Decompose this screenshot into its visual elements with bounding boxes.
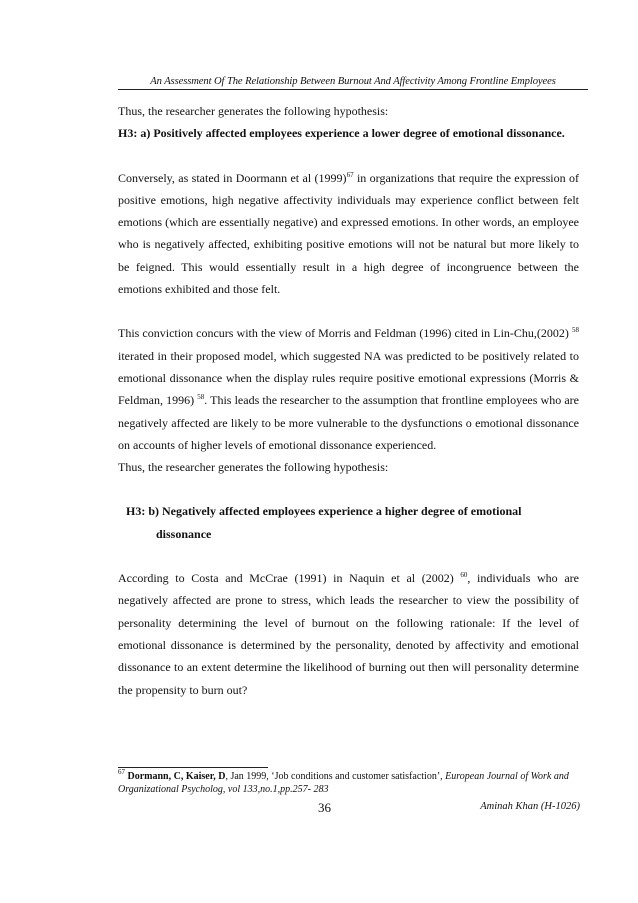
hypothesis-h3b-continued: dissonance: [156, 526, 212, 541]
hypothesis-intro-2: Thus, the researcher generates the following hypothesis:: [118, 460, 389, 475]
paragraph-text: in organizations that require the expression of positive emotions, high negative affectivity individuals may experience conflict between felt emotions (which are essentially negative) and expressed emotions. In other words, an employee who is negatively affected, exhibiting positive emotions will not be natural but more likely to be feigned. This would essentially result in a high degree of incongruence between the emotions exhibited and those felt.: [118, 170, 579, 297]
paragraph-text: This conviction concurs with the view of Morris and Feldman (1996) cited in Lin-Chu,(2002): [118, 326, 572, 341]
paragraph-text: Conversely, as stated in Doormann et al (1999): [118, 170, 347, 185]
paragraph-text: . This leads the researcher to the assumption that frontline employees who are negatively affected are likely to be more vulnerable to the dysfunctions o emotional dissonance on accounts of higher levels of emotional dissonance experienced.: [118, 393, 579, 452]
citation-ref: 58: [572, 326, 579, 335]
footnote-authors: Dormann, C, Kaiser, D: [127, 771, 226, 782]
footnote-divider: [118, 767, 268, 768]
citation-ref: 60: [460, 571, 468, 580]
paragraph-morris-feldman: [118, 322, 579, 456]
paragraph-costa-mccrae: [118, 567, 579, 701]
footer-author: Aminah Khan (H-1026): [480, 801, 580, 812]
paragraph-gap: [118, 300, 579, 322]
paragraph-gap: [118, 145, 579, 167]
citation-ref: 67: [346, 170, 354, 179]
paragraph-text: According to Costa and McCrae (1991) in Naquin et al (2002): [118, 571, 461, 586]
footnote-number: 67: [118, 768, 125, 776]
paragraph-text: , individuals who are negatively affected are prone to stress, which leads the researcher to view the possibility of personality determining the level of burnout on the following rationale: If the level of emotional dissonance is determined by the personality, denoted by affectivity and emotional dissonance to an extent determine the likelihood of burning out then will personality determine the propensity to burn out?: [118, 571, 579, 697]
paragraph-doormann: [118, 167, 579, 301]
footnote-journal: European Journal of Work and Organizational Psycholog, vol 133,no.1,pp.257- 283: [118, 771, 569, 795]
footnote: [118, 768, 588, 796]
paragraph-gap: [118, 545, 579, 567]
main-text: [118, 100, 579, 701]
footnote-details: , Jan 1999, ‘Job conditions and customer satisfaction’,: [225, 771, 446, 782]
paragraph-gap: [118, 478, 579, 500]
hypothesis-intro: Thus, the researcher generates the following hypothesis:: [118, 104, 389, 118]
citation-ref: 58: [197, 393, 205, 402]
page-number: 36: [318, 800, 331, 815]
hypothesis-h3a: H3: a) Positively affected employees experience a lower degree of emotional dissonance.: [118, 126, 565, 141]
running-header: An Assessment Of The Relationship Between Burnout And Affectivity Among Frontline Employees: [118, 76, 588, 90]
hypothesis-h3b: H3: b) Negatively affected employees experience a higher degree of emotional: [126, 504, 522, 519]
paragraph-text: iterated in their proposed model, which suggested NA was predicted to be positively related to emotional dissonance when the display rules require positive emotional expressions (Morris & Feldman, 1996): [118, 348, 579, 408]
